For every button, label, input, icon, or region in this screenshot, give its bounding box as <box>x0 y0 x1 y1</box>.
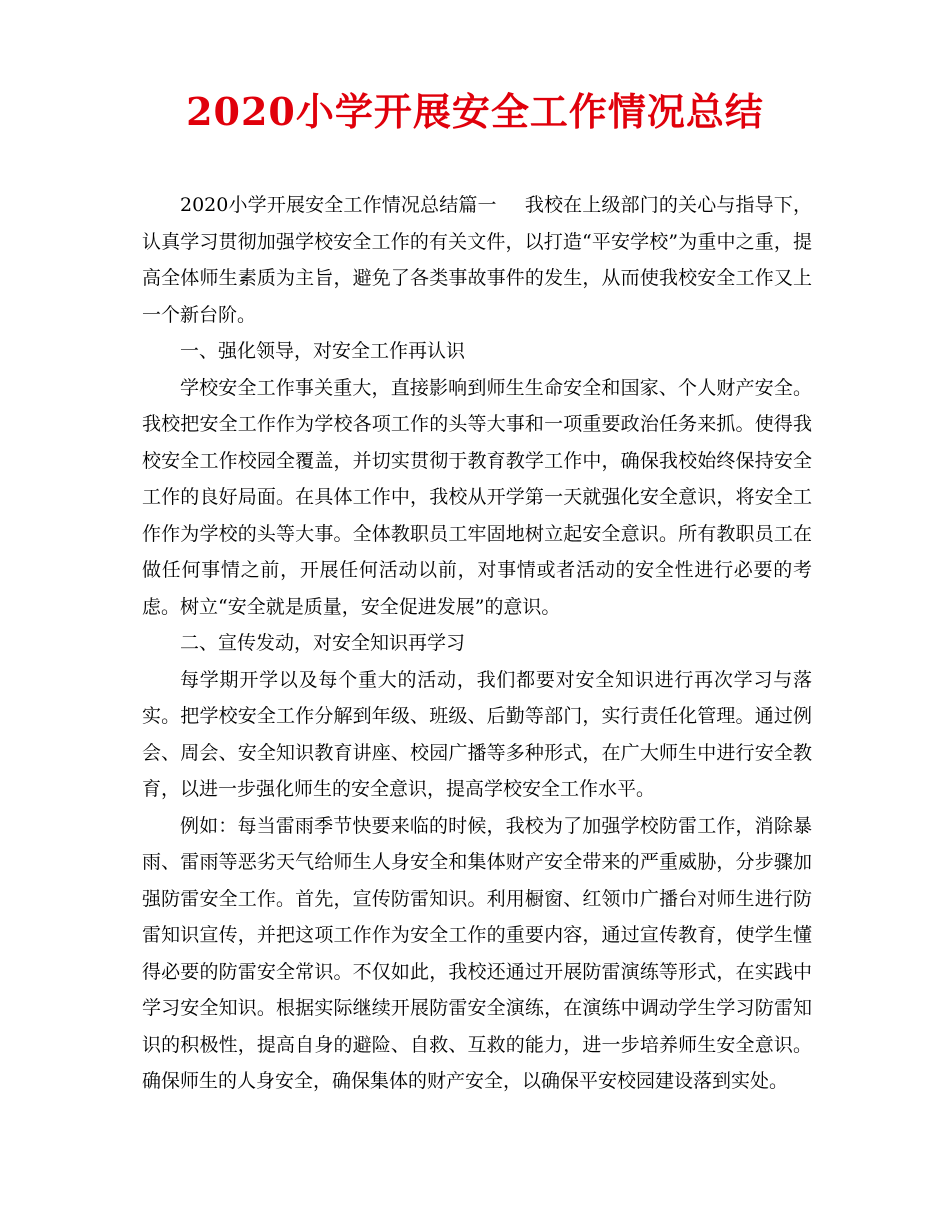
example-paragraph: 例如：每当雷雨季节快要来临的时候，我校为了加强学校防雷工作，消除暴雨、雷雨等恶劣天气给师生人身安全和集体财产安全带来的严重威胁，分步骤加强防雷安全工作。首先，宣传防雷知识。利用橱窗、红领巾广播台对师生进行防雷知识宣传，并把这项工作作为安全工作的重要内容，通过宣传教育，使学生懂得必要的防雷安全常识。不仅如此，我校还通过开展防雷演练等形式，在实践中学习安全知识。根据实际继续开展防雷安全演练，在演练中调动学生学习防雷知识的积极性，提高自身的避险、自救、互救的能力，进一步培养师生安全意识。确保师生的人身安全，确保集体的财产安全，以确保平安校园建设落到实处。 <box>142 814 812 1092</box>
intro-paragraph <box>142 187 812 333</box>
section-2-paragraph: 每学期开学以及每个重大的活动，我们都要对安全知识进行再次学习与落实。把学校安全工作分解到年级、班级、后勤等部门，实行责任化管理。通过例会、周会、安全知识教育讲座、校园广播等多种形式，在广大师生中进行安全教育，以进一步强化师生的安全意识，提高学校安全工作水平。 <box>142 668 812 800</box>
document-title: 2020小学开展安全工作情况总结 <box>186 89 764 134</box>
intro-text: 我校在上级部门的关心与指导下，认真学习贯彻加强学校安全工作的有关文件，以打造“平安学校”为重中之重，提高全体师生素质为主旨，避免了各类事故事件的发生，从而使我校安全工作又上一个新台阶。 <box>142 194 812 326</box>
section-1-paragraph: 学校安全工作事关重大，直接影响到师生生命安全和国家、个人财产安全。我校把安全工作作为学校各项工作的头等大事和一项重要政治任务来抓。使得我校安全工作校园全覆盖，并切实贯彻于教育教学工作中，确保我校始终保持安全工作的良好局面。在具体工作中，我校从开学第一天就强化安全意识，将安全工作作为学校的头等大事。全体教职员工牢固地树立起安全意识。所有教职员工在做任何事情之前，开展任何活动以前，对事情或者活动的安全性进行必要的考虑。树立“安全就是质量，安全促进发展”的意识。 <box>142 376 812 618</box>
section-heading-2: 二、宣传发动，对安全知识再学习 <box>180 632 466 654</box>
intro-label: 2020小学开展安全工作情况总结篇一 <box>180 194 497 216</box>
document-body <box>142 187 812 1100</box>
section-heading-1: 一、强化领导，对安全工作再认识 <box>180 340 466 362</box>
